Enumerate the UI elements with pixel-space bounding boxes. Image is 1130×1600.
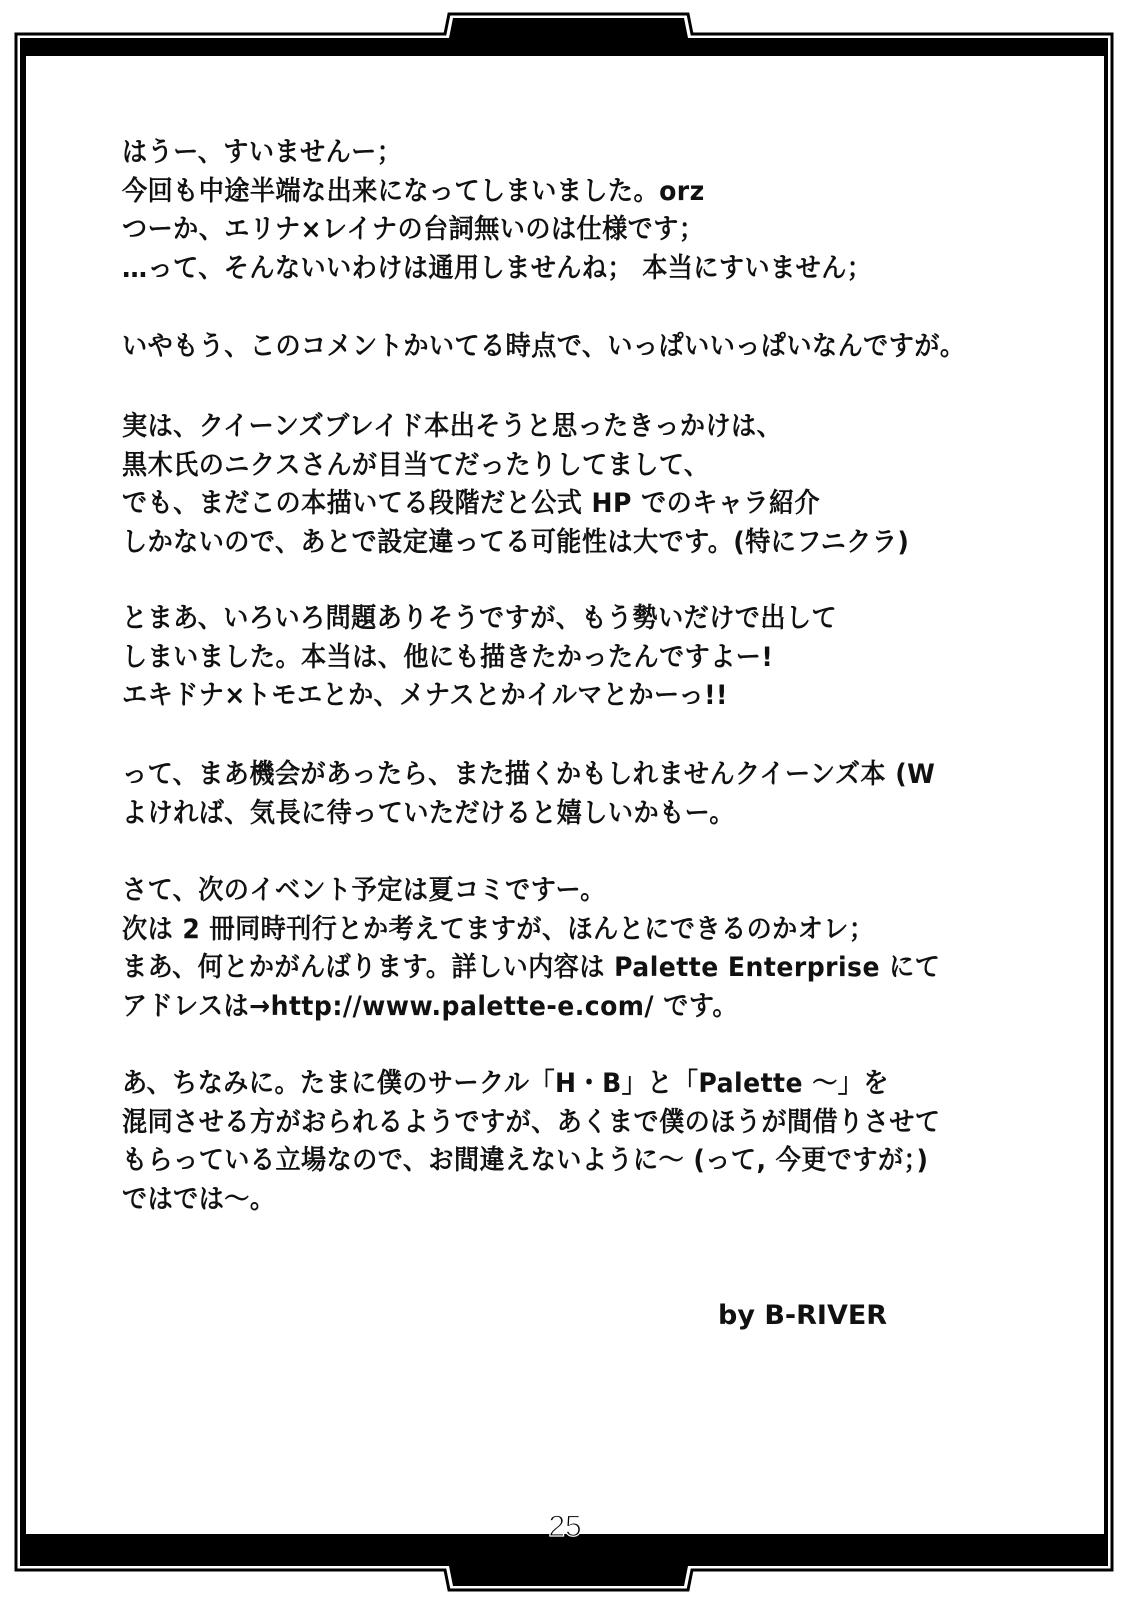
text-line: つーか、エリナ×レイナの台詞無いのは仕様です；: [122, 214, 705, 245]
text-line: 混同させる方がおられるようですが、あくまで僕のほうが間借りさせて: [122, 1106, 941, 1138]
text-line: って、まあ機会があったら、また描くかもしれませんクイーンズ本 (W: [122, 759, 936, 790]
author-signature: by B-RIVER: [718, 1300, 888, 1331]
text-line: あ、ちなみに。たまに僕のサークル「H・B」と「Palette ～」を: [122, 1068, 889, 1099]
page-number: 25: [548, 1510, 582, 1543]
paragraph-next-chance: [122, 756, 935, 833]
text-line: アドレスは→http://www.palette-e.com/ です。: [122, 990, 738, 1022]
text-line: もらっている立場なので、お間違えないように～ (って, 今更ですが；): [122, 1145, 929, 1176]
text-line: さて、次のイベント予定は夏コミですー。: [122, 875, 606, 906]
text-line: はうー、すいませんー；: [122, 137, 403, 168]
text-line: とまあ、いろいろ問題ありそうですが、もう勢いだけで出して: [122, 603, 838, 634]
paragraph-apology: [122, 134, 872, 288]
text-line: …って、そんないいわけは通用しませんね； 本当にすいません；: [122, 252, 873, 284]
text-line: 黒木氏のニクスさんが目当てだったりしてまして、: [122, 449, 710, 481]
text-line: よければ、気長に待っていただけると嬉しいかもー。: [122, 797, 735, 829]
paragraph-circle-note: [122, 1065, 940, 1219]
text-line: ではでは～。: [122, 1183, 276, 1215]
paragraph-next-event: [122, 872, 940, 1026]
text-line: まあ、何とかがんばります。詳しい内容は Palette Enterprise にて: [122, 952, 941, 983]
text-line: 実は、クイーンズブレイド本出そうと思ったきっかけは、: [122, 411, 783, 442]
paragraph-motivation: [122, 408, 909, 562]
text-line: でも、まだこの本描いてる段階だと公式 HP でのキャラ紹介: [122, 488, 821, 519]
text-line: 次は 2 冊同時刊行とか考えてますが、ほんとにできるのかオレ；: [122, 913, 875, 945]
paragraph-busy: [122, 328, 965, 367]
text-line: エキドナ×トモエとか、メナスとかイルマとかーっ!!: [122, 680, 728, 711]
text-line: 今回も中途半端な出来になってしまいました。orz: [122, 175, 705, 207]
text-line: いやもう、このコメントかいてる時点で、いっぱいいっぱいなんですが。: [122, 331, 966, 362]
paragraph-problems: [122, 600, 837, 716]
text-line: しまいました。本当は、他にも描きたかったんですよー!: [122, 641, 774, 673]
text-line: しかないので、あとで設定違ってる可能性は大です。(特にフニクラ): [122, 526, 910, 558]
